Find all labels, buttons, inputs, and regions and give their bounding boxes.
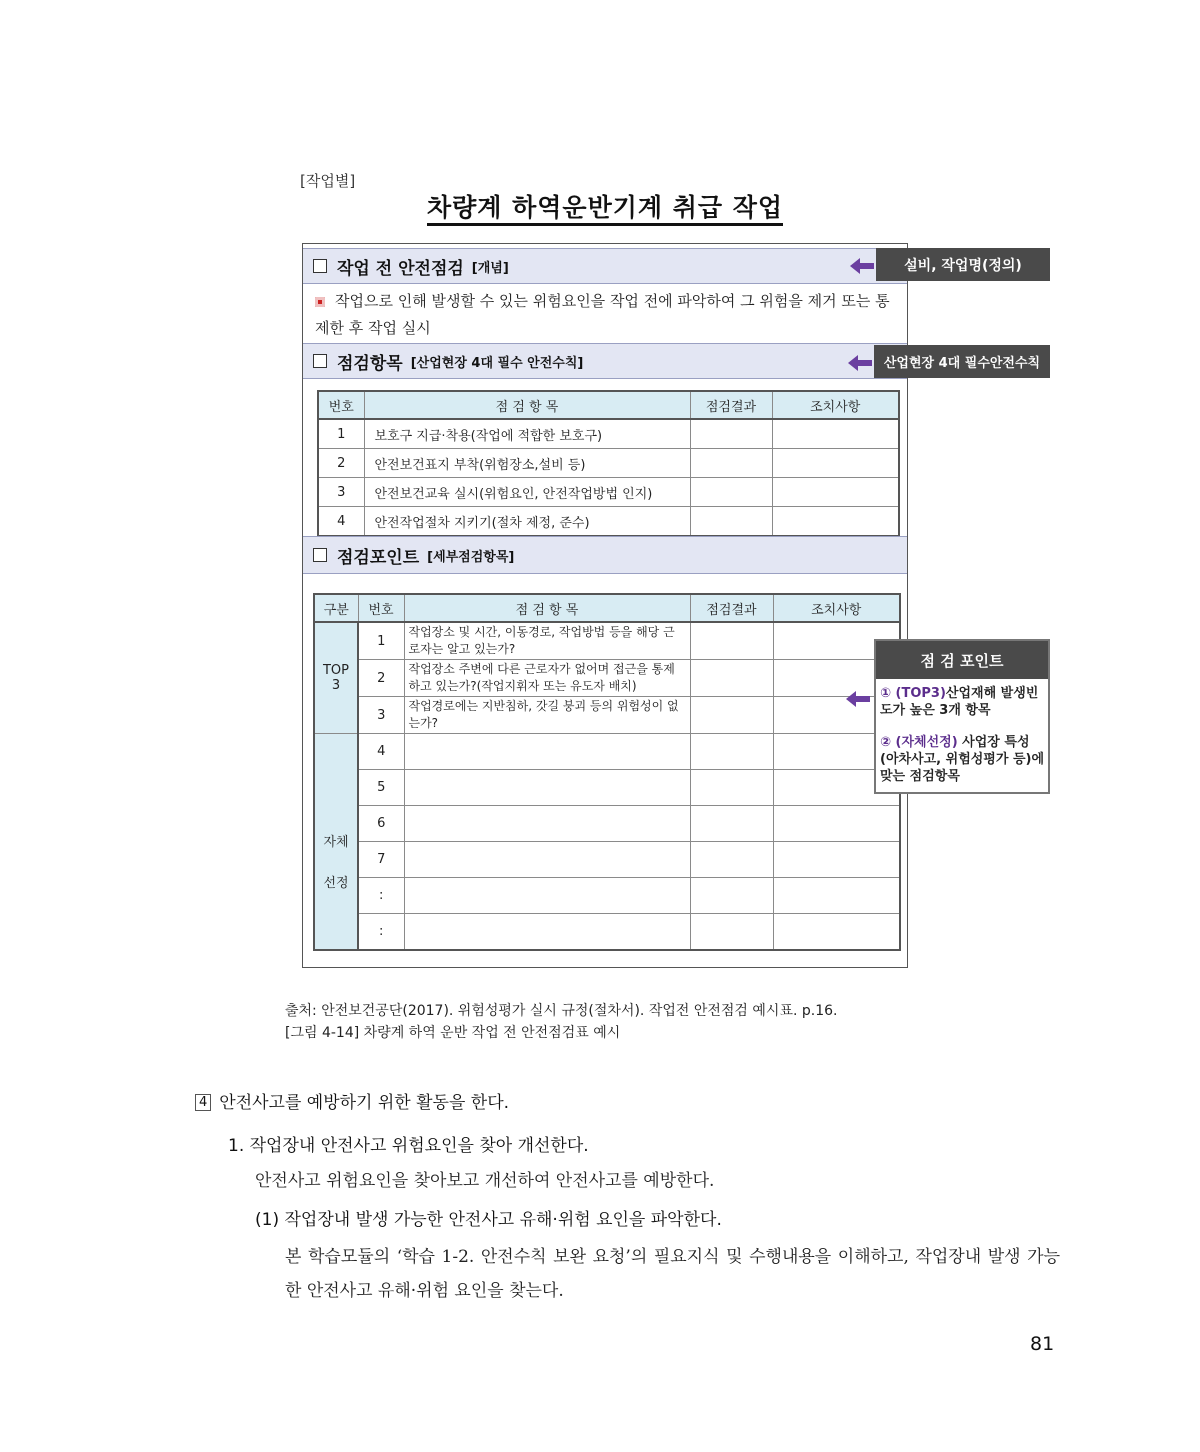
header-cell: 점 검 항 목 — [404, 594, 690, 622]
row-item — [404, 806, 690, 842]
row-item: 안전보건교육 실시(위험요인, 안전작업방법 인지) — [364, 478, 690, 507]
point-self-selected — [880, 734, 1046, 785]
result-cell[interactable] — [690, 419, 772, 449]
header-cell: 조치사항 — [773, 594, 900, 622]
table-row — [314, 806, 900, 842]
action-cell[interactable] — [773, 842, 900, 878]
table-header-row — [318, 391, 899, 419]
row-item — [404, 734, 690, 770]
subsubstep-heading: (1) 작업장내 발생 가능한 안전사고 유해·위험 요인을 파악한다. — [255, 1210, 722, 1230]
point-text: 사업장 특성(아차사고, 위험성평가 등)에 맞는 점검항목 — [880, 735, 1045, 784]
result-cell[interactable] — [690, 914, 773, 950]
figure-caption: [그림 4-14] 차량계 하역 운반 작업 전 안전점검표 예시 — [285, 1025, 621, 1041]
table-row — [314, 697, 900, 734]
row-number: 3 — [358, 697, 404, 734]
inspection-points-table — [313, 593, 901, 951]
subsubstep-description: 본 학습모듈의 ‘학습 1-2. 안전수칙 보완 요청’의 필요지식 및 수행내용을 이해하고, 작업장내 발생 가능한 안전사고 유해·위험 요인을 찾는다. — [285, 1247, 1060, 1301]
action-cell[interactable] — [772, 478, 899, 507]
title-text: 차량계 하역운반기계 취급 작업 — [427, 193, 783, 226]
row-number: 7 — [358, 842, 404, 878]
header-cell: 구분 — [314, 594, 358, 622]
description-text: 작업으로 인해 발생할 수 있는 위험요인을 작업 전에 파악하여 그 위험을 제거 또는 통제한 후 작업 실시 — [315, 292, 890, 337]
result-cell[interactable] — [690, 449, 772, 478]
table-row — [318, 478, 899, 507]
checkbox-icon — [313, 548, 327, 562]
table-row — [314, 770, 900, 806]
result-cell[interactable] — [690, 806, 773, 842]
section-title: 작업 전 안전점검 — [337, 258, 464, 279]
section-pre-inspection — [303, 248, 907, 284]
result-cell[interactable] — [690, 734, 773, 770]
action-cell[interactable] — [773, 878, 900, 914]
category-line: 자체 — [323, 835, 349, 851]
table-row — [314, 878, 900, 914]
row-number: 1 — [358, 622, 404, 660]
row-item: 작업장소 주변에 다른 근로자가 없어며 접근을 통제하고 있는가?(작업지휘자 또는 유도자 배치) — [404, 660, 690, 697]
row-number: 6 — [358, 806, 404, 842]
table-row — [314, 622, 900, 660]
source-line: 출처: 안전보건공단(2017). 위험성평가 실시 규정(절차서). 작업전 안전점검 예시표. p.16. — [285, 1003, 838, 1019]
result-cell[interactable] — [690, 478, 772, 507]
arrow-left-icon — [846, 689, 872, 709]
row-number: 5 — [358, 770, 404, 806]
page-number: 81 — [1030, 1333, 1055, 1355]
category-self-selected — [314, 734, 358, 950]
substep-heading: 1. 작업장내 안전사고 위험요인을 찾아 개선한다. — [228, 1136, 589, 1156]
row-item: 안전작업절차 지키기(절차 제정, 준수) — [364, 507, 690, 537]
step-heading — [195, 1088, 509, 1113]
category-label: [작업별] — [300, 172, 356, 190]
row-number: 2 — [358, 660, 404, 697]
table-row — [318, 449, 899, 478]
header-cell: 점검결과 — [690, 391, 772, 419]
header-cell: 조치사항 — [772, 391, 899, 419]
point-top3 — [880, 685, 1046, 719]
figure-source — [285, 1000, 837, 1044]
table-row — [314, 660, 900, 697]
row-number: : — [358, 878, 404, 914]
action-cell[interactable] — [772, 419, 899, 449]
table-row — [318, 419, 899, 449]
row-item — [404, 770, 690, 806]
header-cell: 점검결과 — [690, 594, 773, 622]
callout-safety-rules: 산업현장 4대 필수안전수칙 — [874, 345, 1050, 378]
row-item — [404, 914, 690, 950]
section-title: 점검포인트 — [337, 547, 420, 568]
table-row — [318, 507, 899, 537]
step-number: 4 — [195, 1094, 211, 1111]
callout-equipment: 설비, 작업명(정의) — [876, 248, 1050, 281]
row-number: 1 — [318, 419, 364, 449]
category-line: 선정 — [323, 876, 349, 892]
result-cell[interactable] — [690, 770, 773, 806]
table-header-row — [314, 594, 900, 622]
row-number: 4 — [318, 507, 364, 537]
bullet-icon — [315, 297, 325, 307]
category-line: TOP — [322, 663, 349, 678]
action-cell[interactable] — [772, 507, 899, 537]
row-number: 3 — [318, 478, 364, 507]
row-number: : — [358, 914, 404, 950]
result-cell[interactable] — [690, 622, 773, 660]
row-item: 보호구 지급·착용(작업에 적합한 보호구) — [364, 419, 690, 449]
section-title: 점검항목 — [337, 353, 403, 374]
substep-description: 안전사고 위험요인을 찾아보고 개선하여 안전사고를 예방한다. — [255, 1171, 715, 1191]
result-cell[interactable] — [690, 697, 773, 734]
checkbox-icon — [313, 259, 327, 273]
action-cell[interactable] — [773, 914, 900, 950]
inspection-points-callout — [874, 639, 1050, 794]
action-cell[interactable] — [773, 806, 900, 842]
point-text: 산업재해 발생빈도가 높은 3개 항목 — [880, 686, 1039, 718]
result-cell[interactable] — [690, 660, 773, 697]
result-cell[interactable] — [690, 878, 773, 914]
row-item: 작업경로에는 지반침하, 갓길 붕괴 등의 위험성이 없는가? — [404, 697, 690, 734]
inspection-items-table — [317, 390, 900, 537]
table-row — [314, 914, 900, 950]
category-line: 3 — [331, 678, 341, 693]
header-cell: 번호 — [318, 391, 364, 419]
callout-title: 점 검 포인트 — [876, 641, 1048, 679]
checkbox-icon — [313, 354, 327, 368]
table-row — [314, 734, 900, 770]
point-label: ② (자체선정) — [880, 735, 958, 750]
row-number: 2 — [318, 449, 364, 478]
header-cell: 번호 — [358, 594, 404, 622]
table-row — [314, 842, 900, 878]
arrow-left-icon — [850, 256, 876, 276]
section-subtitle: [세부점검항목] — [427, 549, 515, 565]
result-cell[interactable] — [690, 507, 772, 537]
section-subtitle: [개념] — [471, 260, 509, 276]
checklist-figure — [302, 243, 908, 968]
section-inspection-points — [303, 536, 907, 574]
row-number: 4 — [358, 734, 404, 770]
action-cell[interactable] — [772, 449, 899, 478]
point-label: ① (TOP3) — [880, 686, 946, 701]
result-cell[interactable] — [690, 842, 773, 878]
step-text: 안전사고를 예방하기 위한 활동을 한다. — [219, 1093, 510, 1113]
row-item: 안전보건표지 부착(위험장소,설비 등) — [364, 449, 690, 478]
header-cell: 점 검 항 목 — [364, 391, 690, 419]
section-inspection-items — [303, 343, 907, 379]
section-subtitle: [산업현장 4대 필수 안전수칙] — [410, 355, 584, 371]
row-item — [404, 842, 690, 878]
arrow-left-icon — [848, 353, 874, 373]
page-title — [302, 188, 908, 224]
category-top3 — [314, 622, 358, 734]
row-item — [404, 878, 690, 914]
row-item: 작업장소 및 시간, 이동경로, 작업방법 등을 해당 근로자는 알고 있는가? — [404, 622, 690, 660]
section-description — [315, 288, 900, 342]
